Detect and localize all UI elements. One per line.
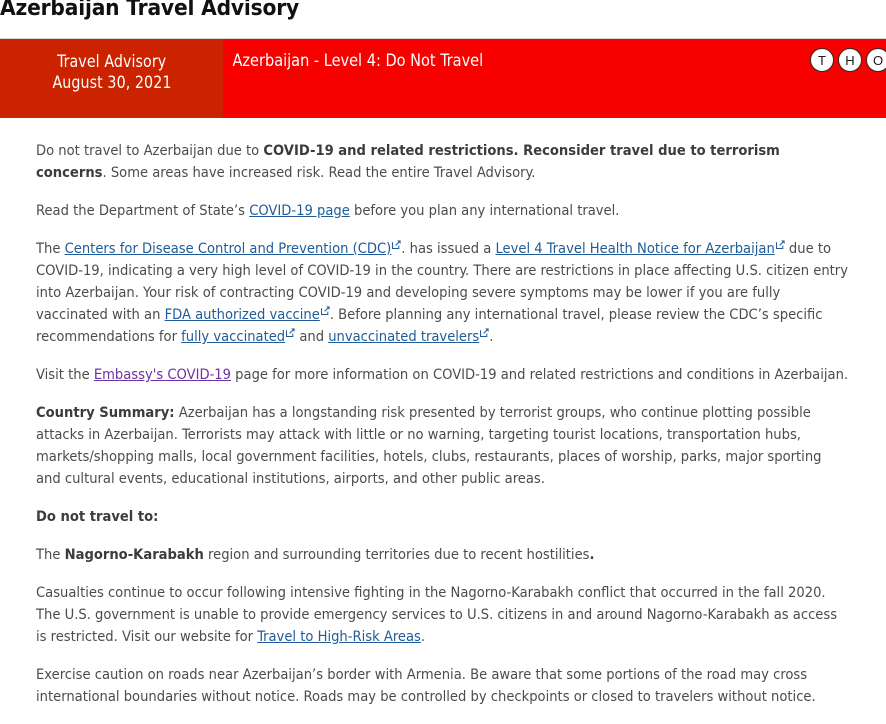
paragraph-country-summary [36,402,850,490]
advisory-meta-panel [0,39,223,118]
bold-covid-restrictions: COVID-19 and related restrictions. Reconsider travel due to terrorism concerns [36,142,780,181]
link-fda-authorized-vaccine[interactable]: FDA authorized vaccine [164,306,320,323]
paragraph-dos-covid-page [36,200,850,222]
text-fragment: Casualties continue to occur following intensive fighting in the Nagorno-Karabakh conflict that occurred in the fall 2020. The U.S. government is unable to provide emergency services to U.S. citizens in and around Nagorno-Karabakh as access is restricted. Visit our website for [36,584,838,645]
link-embassy-covid-19[interactable]: Embassy's COVID-19 [93,366,232,383]
paragraph-nagorno-karabakh [36,544,850,566]
twitter-share-button[interactable]: T [810,48,834,72]
advisory-label: Travel Advisory [56,52,167,72]
travel-advisory-banner [0,38,886,118]
paragraph-do-not-travel-heading [36,506,850,528]
advisory-body [0,118,886,724]
paragraph-cdc [36,238,850,348]
text-fragment: Read the Department of State’s [36,202,250,219]
share-buttons [810,48,886,72]
text-fragment: . has issued a [401,240,496,257]
advisory-date: August 30, 2021 [51,73,172,93]
link-fully-vaccinated[interactable]: fully vaccinated [181,328,286,345]
text-fragment: before you plan any international travel. [349,202,620,219]
text-fragment: Azerbaijan has a longstanding risk presented by terrorist groups, who continue plotting possible attacks in Azerbaijan. Terrorists may attack with little or no warning, targeting tourist locations, transportation hubs, markets/shopping malls, local government facilities, hotels, clubs, restaurants, places of worship, parks, major sporting and cultural events, educational institutions, airports, and other public areas. [36,404,822,487]
text-fragment: . Some areas have increased risk. Read the entire Travel Advisory. [102,164,536,181]
external-link-icon [480,328,489,337]
advisory-level-text: Azerbaijan - Level 4: Do Not Travel [232,51,484,71]
link-covid-19-page[interactable]: COVID-19 page [249,202,350,219]
paragraph-embassy [36,364,850,386]
text-fragment: Exercise caution on roads near Azerbaijan’s border with Armenia. Be aware that some portions of the road may cross international boundaries without notice. Roads may be controlled by checkpoints or closed to travelers without notice. [36,666,816,705]
other-share-button[interactable]: O [866,48,886,72]
link-travel-high-risk-areas[interactable]: Travel to High-Risk Areas [257,628,421,645]
link-level-4-health-notice[interactable]: Level 4 Travel Health Notice for Azerbaijan [495,240,775,257]
text-fragment-period: . [589,546,595,563]
link-cdc[interactable]: Centers for Disease Control and Prevention (CDC) [64,240,392,257]
link-unvaccinated-travelers[interactable]: unvaccinated travelers [328,328,480,345]
facebook-share-button[interactable]: H [838,48,862,72]
page-title: Azerbaijan Travel Advisory [0,0,300,21]
text-fragment: Do not travel to Azerbaijan due to [36,142,264,159]
text-fragment: due to COVID-19, indicating a very high level of COVID-19 in the country. There are restrictions in place affecting U.S. citizen entry into Azerbaijan. Your risk of contracting COVID-19 and developing severe symptoms may be lower if you are fully vaccinated with an [36,240,848,323]
text-fragment: The [36,546,65,563]
text-fragment: . [420,628,426,645]
paragraph-casualties [36,582,850,648]
paragraph-roads-caution [36,664,850,708]
advisory-level-panel [223,39,886,118]
text-fragment: . Before planning any international travel, please review the CDC’s specific recommendations for [36,306,823,345]
external-link-icon [321,306,330,315]
country-summary-label: Country Summary: [36,404,175,421]
paragraph-intro [36,140,850,184]
do-not-travel-label: Do not travel to: [36,508,159,525]
external-link-icon [392,240,401,249]
text-fragment: Visit the [36,366,94,383]
text-fragment: page for more information on COVID-19 and related restrictions and conditions in Azerbaijan. [231,366,849,383]
external-link-icon [286,328,295,337]
text-fragment: and [295,328,329,345]
text-fragment: region and surrounding territories due to recent hostilities [203,546,590,563]
text-fragment: . [489,328,494,345]
external-link-icon [776,240,785,249]
text-fragment: The [36,240,65,257]
bold-nagorno-karabakh: Nagorno-Karabakh [64,546,204,563]
